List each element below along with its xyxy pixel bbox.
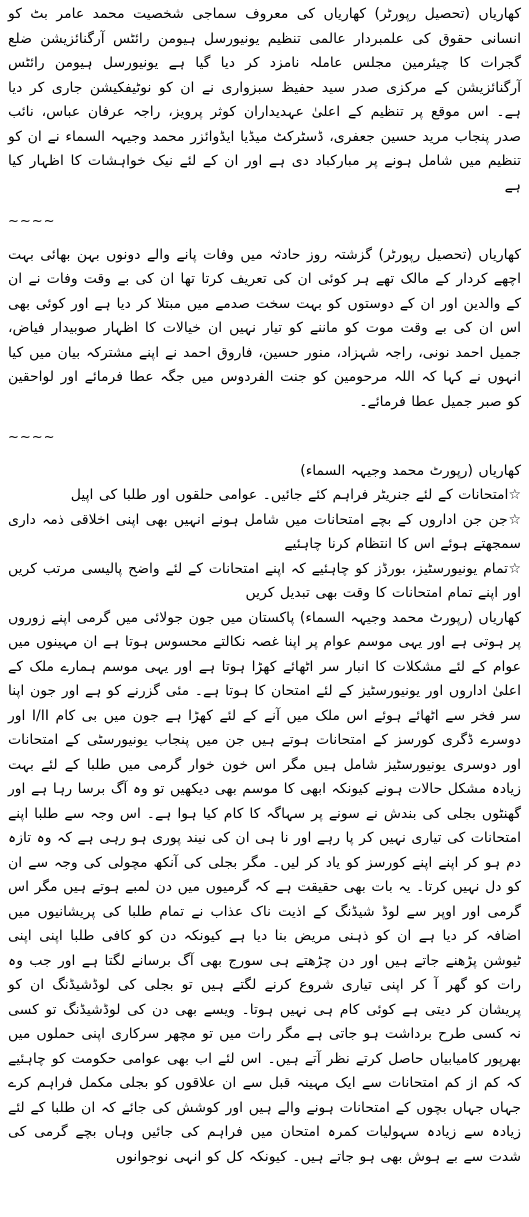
article-3-body: کھاریاں (رپورٹ محمد وجیہہ السماء) پاکستان میں جون جولائی میں گرمی اپنے زوروں پر ہوتی ہے اور یہی موسم عوام پر اپنا غصہ نکالتے محسوس ہوتا ہے ان مہینوں میں عوام کے لئے مشکلات کا انبار سر اٹھائے کھڑا ہوتا ہے اور یہی موسم ہمارے ملک کے اعلیٰ اداروں اور یونیورسٹیز کے لئے امتحان کا ہوتا ہے۔ مئی گزرنے کو ہے اور جون اپنا سر فخر سے اٹھائے ہوئے اس ملک میں آنے کے لئے کھڑا ہے جون میں بی کام I/II اور دوسرے ڈگری کورسز کے امتحانات ہوتے ہیں جن میں پنجاب یونیورسٹی کے امتحانات اور دوسری یونیورسٹیز شامل ہیں مگر اس خون خوار گرمی میں طلبا کے لئے بہت زیادہ مشکل حالات ہونے کیونکہ ابھی کا موسم بھی دیکھیں تو وہ آگ برسا رہا ہے اور گھنٹوں بجلی کی بندش نے سونے پر سہاگہ کا کام کیا ہوا ہے۔ اس وجہ سے طلبا اپنے امتحانات کی تیاری نہیں کر پا رہے اور نا ہی ان کی نیند پوری ہو رہی ہے کہ وہ تازہ دم ہو کر اپنے اپنے کورسز کو یاد کر لیں۔ مگر بجلی کی آنکھ مچولی کی وجہ سے ان کو دل نہیں کرتا۔ یہ بات بھی حقیقت ہے کہ گرمیوں میں دن لمبے ہوتے ہیں مگر اس گرمی اور اوپر سے لوڈ شیڈنگ کے اذیت ناک عذاب نے تمام طلبا کی پریشانیوں میں اضافہ کر دیا ہے ان کو ذہنی مریض بنا دیا ہے کیونکہ دن کو کافی طلبا اپنی اپنی ٹیوشن پڑھنے جاتے ہیں اور دن چڑھتے ہی سورج بھی آگ برسانے لگتا ہے اور جب وہ رات کو گھر آ کر اپنی تیاری شروع کرنے لگتے ہیں تو بجلی کی لوڈشیڈنگ ان کو پریشان کر دیتی ہے کوئی کام ہی نہیں ہوتا۔ ویسے بھی دن کی لوڈشیڈنگ تو کسی نہ کسی طرح برداشت ہو جاتی ہے مگر رات میں تو مچھر سرکاری اپنی حملوں میں بھرپور کامیابیاں حاصل کرتے نظر آتے ہیں۔ اس لئے اب بھی عوامی حکومت کو چاہئیے کہ کم از کم امتحانات سے ایک مہینہ قبل سے ان علاقوں کو بجلی مکمل فراہم کرے جہاں جہاں بچوں کے امتحانات ہونے والے ہیں اور کوشش کی جائے کہ ان طلبا کے لئے زیادہ سے زیادہ سہولیات کمرہ امتحان میں فراہم کی جائیں وہاں بچے گرمی کی شدت سے بے ہوش بھی ہو جاتے ہیں۔ کیونکہ کل کو انہی نوجوانوں <box>8 609 521 1165</box>
article-3-point-3: ☆تمام یونیورسٹیز، بورڈز کو چاہئیے کہ اپنے امتحانات کے لئے واضح پالیسی مرتب کریں اور اپنے تمام امتحانات کا وقت بھی تبدیل کریں <box>8 560 521 601</box>
article-separator: ~~~~ <box>8 430 56 445</box>
article-3-point-1: ☆امتحانات کے لئے جنریٹر فراہم کئے جائیں۔ عوامی حلقوں اور طلبا کی اپیل <box>70 487 521 503</box>
article-separator: ~~~~ <box>8 214 56 229</box>
article-3-byline: کھاریاں (رپورٹ محمد وجیہہ السماء) <box>300 462 521 479</box>
article-1-text: کھاریاں (تحصیل رپورٹر) کھاریاں کی معروف سماجی شخصیت محمد عامر بٹ کو انسانی حقوق کی علمبردار عالمی تنظیم یونیورسل ہیومن رائٹس آرگنائزیشن ضلع گجرات کا چیئرمین مجلس عاملہ نامزد کر دیا گیا ہے یونیورسل ہیومن رائٹس آرگنائزیشن کے مرکزی صدر سید حفیظ سبزواری نے ان کو نوٹیفکیشن جاری کر دیا ہے۔ اس موقع پر تنظیم کے اعلیٰ عہدیداران کوثر پرویز، راجہ عرفان عباس، نائب صدر پنجاب مرید حسین جعفری، ڈسٹرکٹ میڈیا ایڈوائزر محمد وجیہہ السماء نے ان کو تنظیم میں شامل ہونے پر مبارکباد دی ہے اور ان کے لئے نیک خواہشات کا اظہار کیا ہے <box>8 6 521 194</box>
article-3-point-2: ☆جن جن اداروں کے بچے امتحانات میں شامل ہونے انہیں بھی اپنی اخلاقی ذمہ داری سمجھتے ہوئے اس کا انتظام کرنا چاہئیے <box>8 511 521 552</box>
article-2-text: کھاریاں (تحصیل رپورٹر) گزشتہ روز حادثہ میں وفات پانے والے دونوں بہن بھائی بہت اچھے کردار کے مالک تھے ہر کوئی ان کی تعریف کرتا تھا ان کی بے وقت وفات نے ان کے والدین اور ان کے دوستوں کو بہت سخت صدمے میں مبتلا کر دیا ہے اور کوئی بھی اس ان کی بے وقت موت کو ماننے کو تیار نہیں ان خیالات کا اظہار صوبیدار فیاض، جمیل احمد نونی، راجہ شہزاد، منور حسین، فاروق احمد نے اپنے مشترکہ بیان میں کیا انہوں نے کہا کہ اللہ مرحومین کو جنت الفردوس میں جگہ عطا فرمائے اور لواحقین کو صبر جمیل عطا فرمائے۔ <box>8 246 521 410</box>
